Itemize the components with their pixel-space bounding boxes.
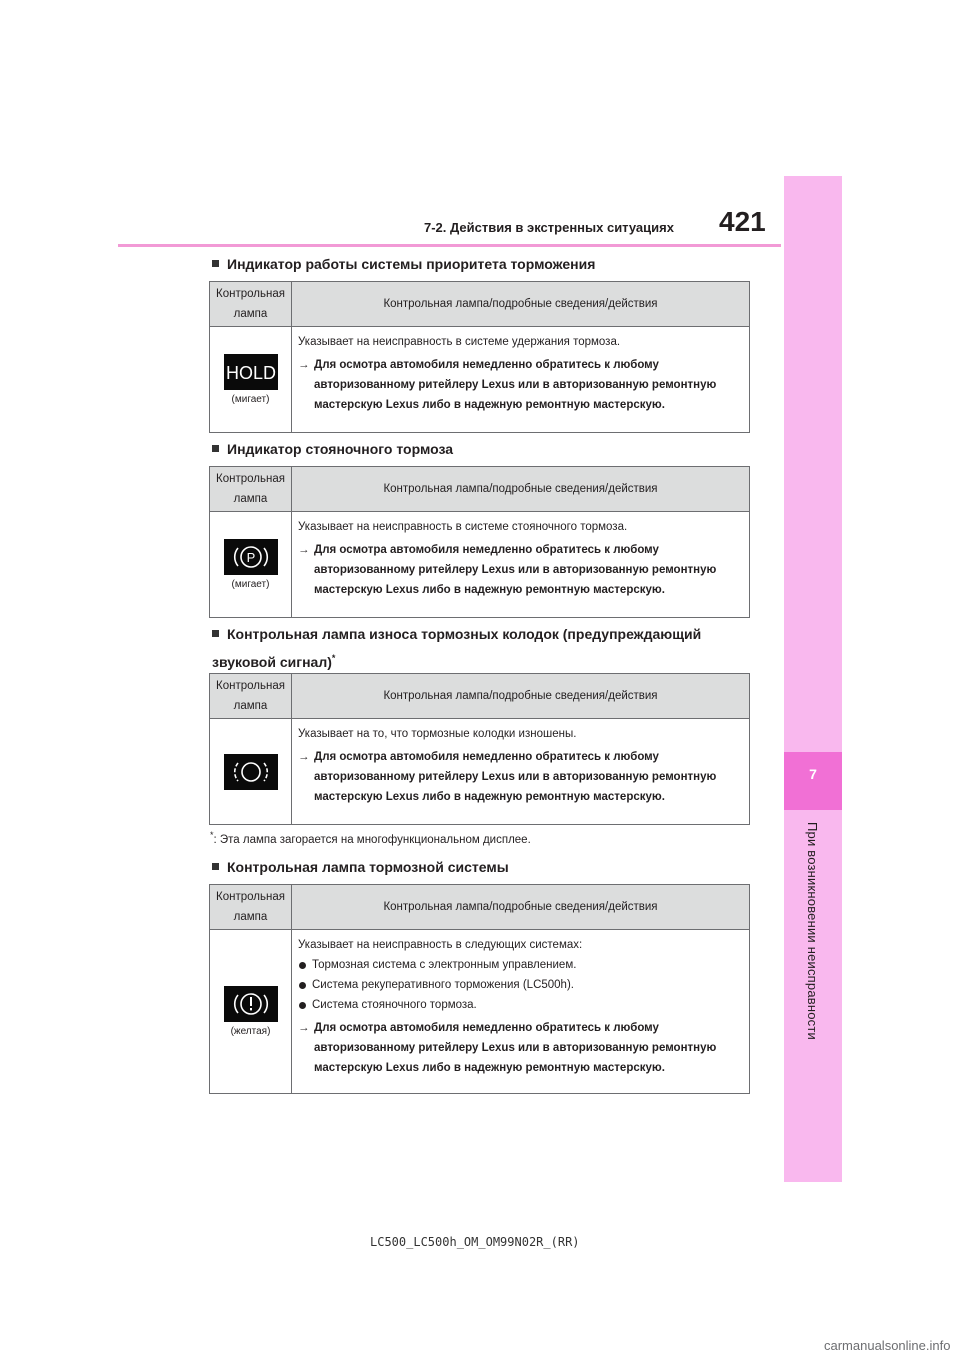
header-details: Контрольная лампа/подробные сведения/действия <box>292 282 750 327</box>
details-cell <box>292 930 750 1094</box>
details-cell <box>292 512 750 618</box>
header-lamp: Контрольная лампа <box>210 467 292 512</box>
icon-caption: (мигает) <box>231 394 270 405</box>
description-text: Указывает на неисправность в системе стояночного тормоза. <box>298 521 628 533</box>
bullet-item: Система стояночного тормоза. <box>298 995 743 1015</box>
lamp-cell <box>210 719 292 825</box>
arrow-icon: → <box>298 359 310 371</box>
header-rule <box>118 244 781 247</box>
lamp-cell <box>210 512 292 618</box>
lamp-table-brake-pad-wear <box>209 673 750 825</box>
header-lamp: Контрольная лампа <box>210 674 292 719</box>
footnote: *: Эта лампа загорается на многофункциональном дисплее. <box>210 830 531 846</box>
watermark: carmanualsonline.info <box>824 1338 951 1353</box>
header-lamp: Контрольная лампа <box>210 282 292 327</box>
lamp-table-brake-system <box>209 884 750 1094</box>
svg-text:P: P <box>246 550 255 565</box>
bullet-item: Система рекуперативного торможения (LC500h). <box>298 975 743 995</box>
action-text: → Для осмотра автомобиля немедленно обратитесь к любому авторизованному ритейлеру Lexus или в авторизованную ремонтную мастерскую Lexus либо в надежную ремонтную мастерскую. <box>298 355 743 415</box>
description-text: Указывает на неисправность в системе удержания тормоза. <box>298 336 621 348</box>
section-title-brake-override: Индикатор работы системы приоритета торможения <box>212 252 752 276</box>
lamp-cell <box>210 930 292 1094</box>
lamp-table-brake-override <box>209 281 750 433</box>
page-number: 421 <box>719 206 766 237</box>
header-lamp: Контрольная лампа <box>210 885 292 930</box>
lamp-cell <box>210 327 292 433</box>
svg-text:HOLD: HOLD <box>225 363 276 383</box>
round-bullet-icon <box>299 962 306 969</box>
details-cell <box>292 327 750 433</box>
description-text: Указывает на неисправность в следующих системах: <box>298 939 583 951</box>
square-bullet-icon <box>212 630 219 637</box>
parking-brake-icon <box>224 539 278 575</box>
arrow-icon: → <box>298 751 310 763</box>
bullet-item: Тормозная система с электронным управлением. <box>298 955 743 975</box>
section-title-brake-system: Контрольная лампа тормозной системы <box>212 855 752 879</box>
square-bullet-icon <box>212 863 219 870</box>
arrow-icon: → <box>298 1022 310 1034</box>
description-text: Указывает на то, что тормозные колодки изношены. <box>298 728 577 740</box>
running-header: 7-2. Действия в экстренных ситуациях <box>424 220 674 235</box>
arrow-icon: → <box>298 544 310 556</box>
action-text: → Для осмотра автомобиля немедленно обратитесь к любому авторизованному ритейлеру Lexus или в авторизованную ремонтную мастерскую Lexus либо в надежную ремонтную мастерскую. <box>298 747 743 807</box>
section-title-brake-pad-wear: Контрольная лампа износа тормозных колодок (предупреждающий звуковой сигнал)* <box>212 626 702 670</box>
lamp-table-parking-brake <box>209 466 750 618</box>
round-bullet-icon <box>299 982 306 989</box>
details-cell <box>292 719 750 825</box>
action-text: → Для осмотра автомобиля немедленно обратитесь к любому авторизованному ритейлеру Lexus или в авторизованную ремонтную мастерскую Lexus либо в надежную ремонтную мастерскую. <box>298 1018 743 1078</box>
chapter-number: 7 <box>809 766 817 782</box>
chapter-title: При возникновении неисправности <box>805 822 820 1040</box>
round-bullet-icon <box>299 1002 306 1009</box>
square-bullet-icon <box>212 260 219 267</box>
section-title-parking-brake: Индикатор стояночного тормоза <box>212 437 752 461</box>
header-details: Контрольная лампа/подробные сведения/действия <box>292 674 750 719</box>
brake-system-warning-icon <box>224 986 278 1022</box>
header-details: Контрольная лампа/подробные сведения/действия <box>292 885 750 930</box>
icon-caption: (мигает) <box>231 579 270 590</box>
brake-pad-wear-icon <box>224 754 278 790</box>
document-code: LC500_LC500h_OM_OM99N02R_(RR) <box>370 1235 580 1249</box>
icon-caption: (желтая) <box>230 1026 271 1037</box>
header-details: Контрольная лампа/подробные сведения/действия <box>292 467 750 512</box>
action-text: → Для осмотра автомобиля немедленно обратитесь к любому авторизованному ритейлеру Lexus или в авторизованную ремонтную мастерскую Lexus либо в надежную ремонтную мастерскую. <box>298 540 743 600</box>
square-bullet-icon <box>212 445 219 452</box>
hold-icon <box>224 354 278 390</box>
